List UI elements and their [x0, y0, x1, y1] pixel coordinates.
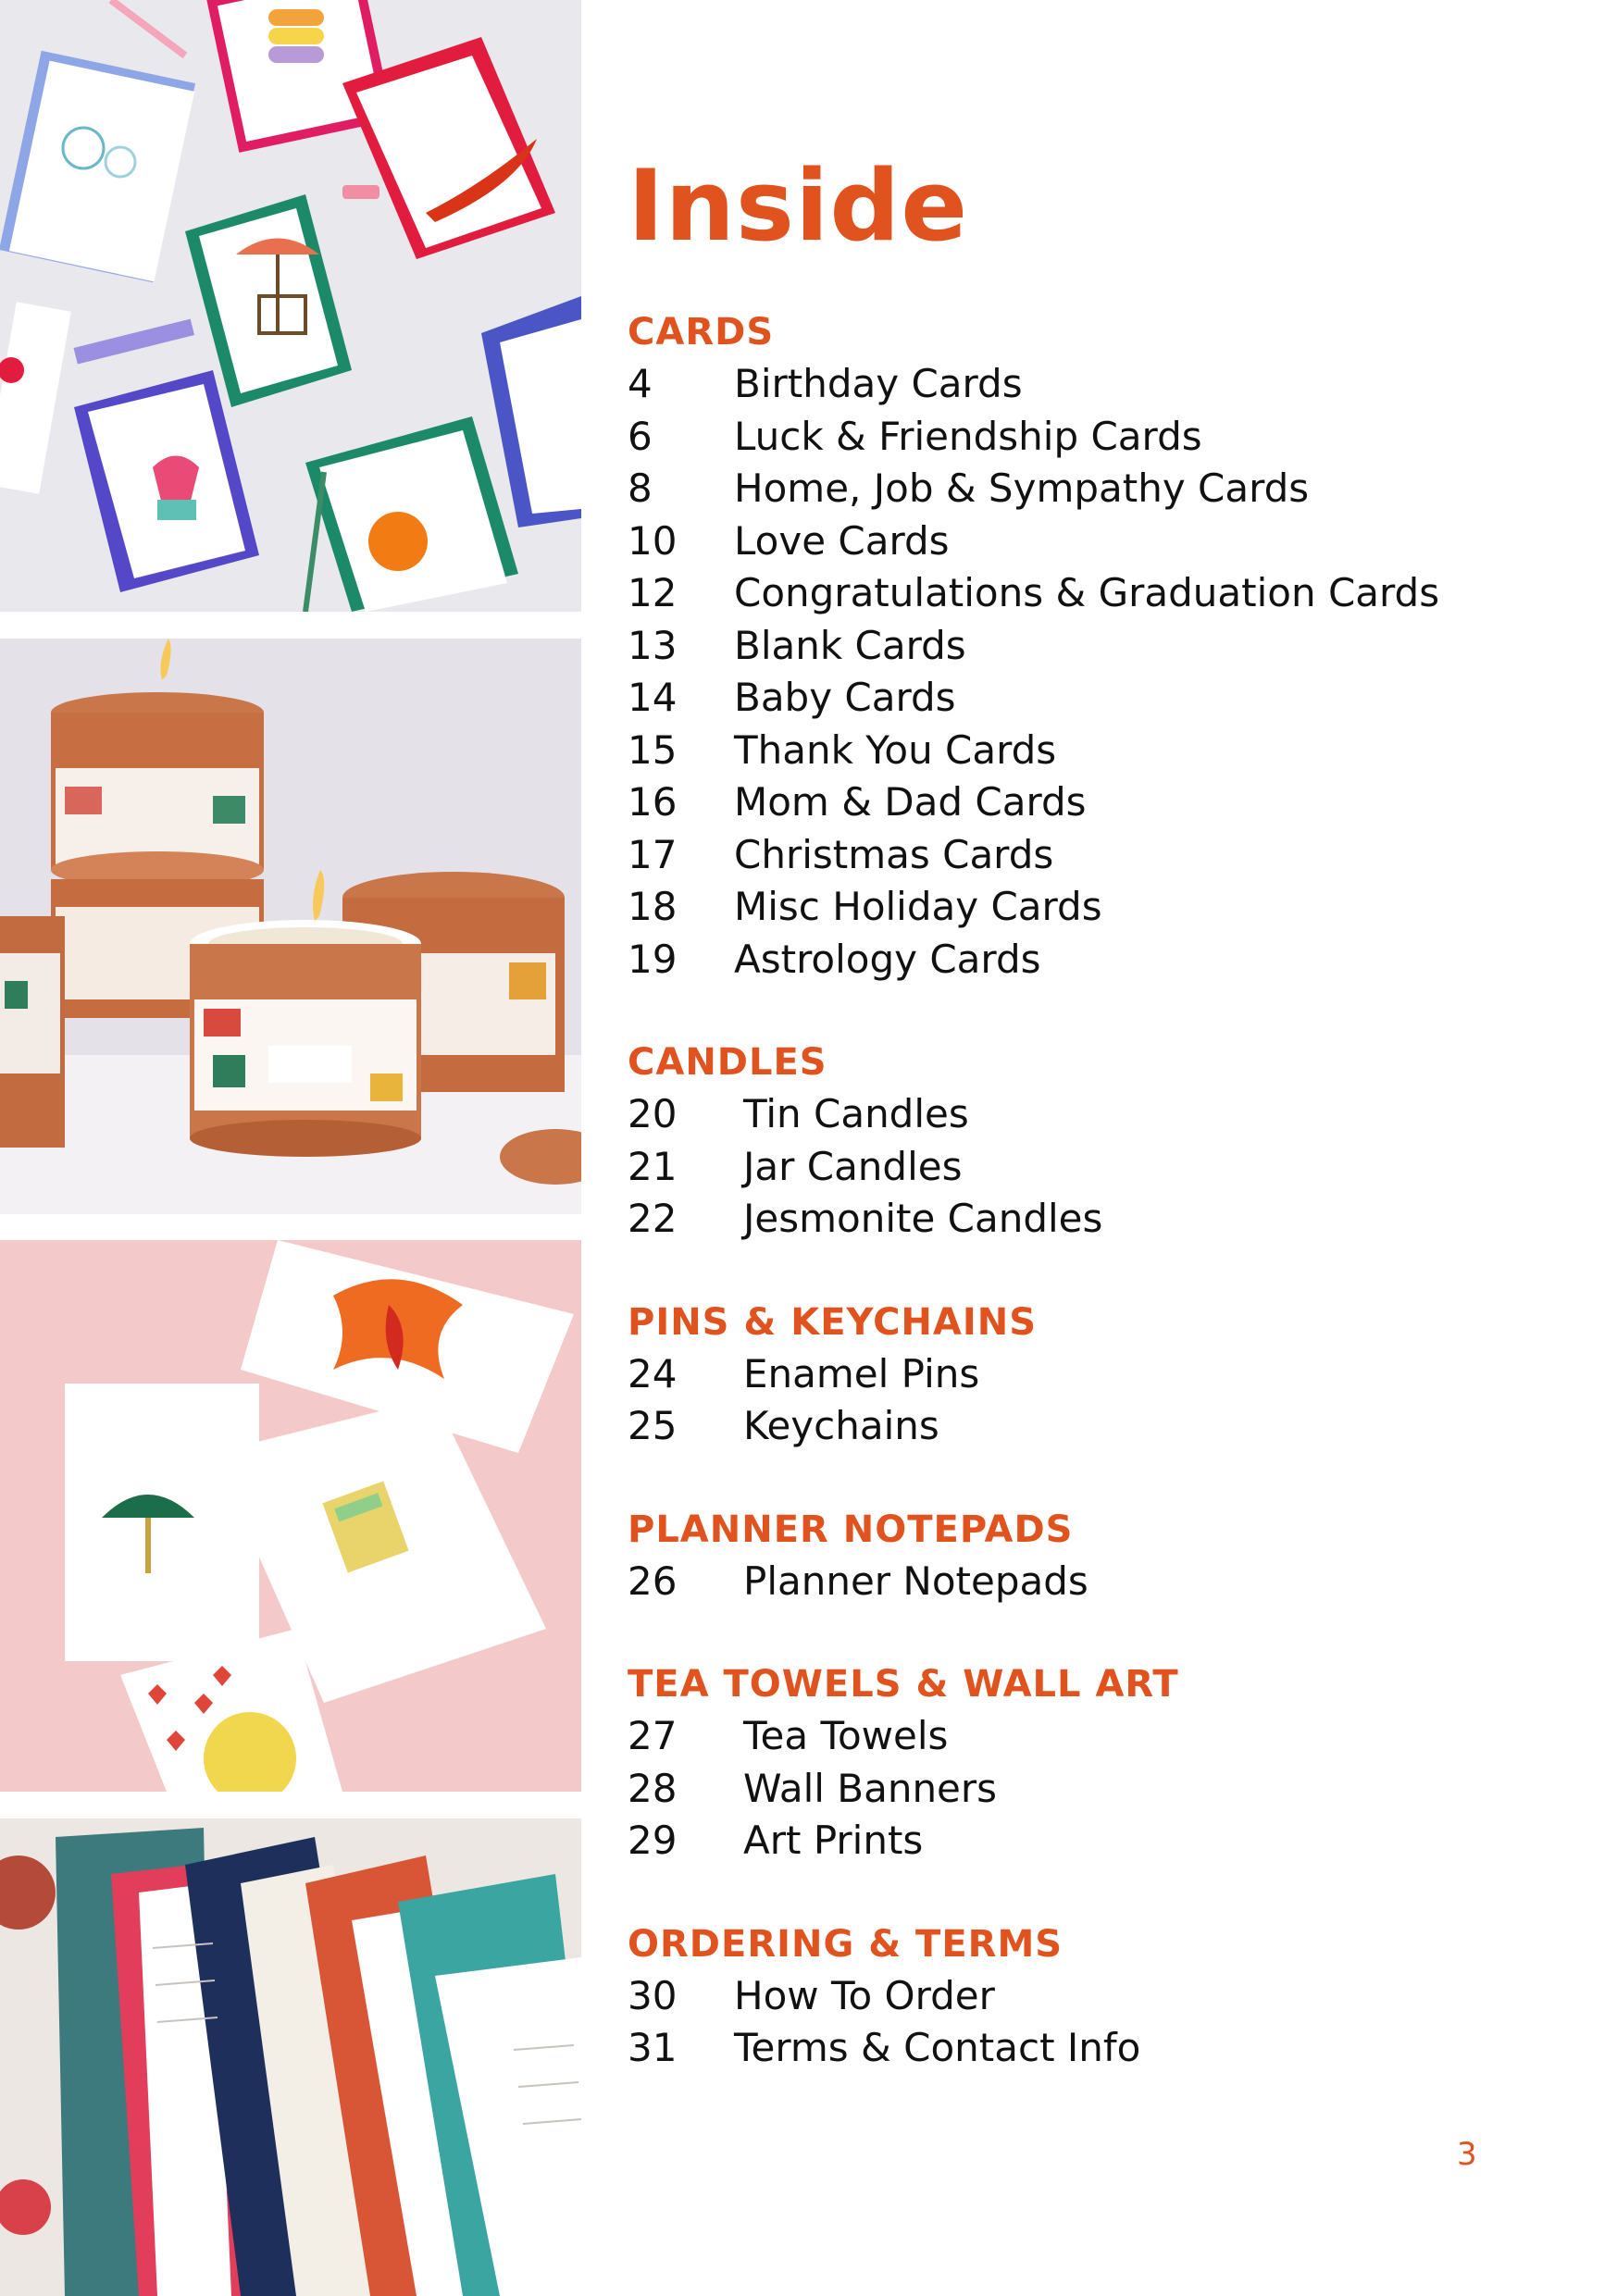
entry-label: Tea Towels: [743, 1713, 949, 1758]
toc-entry[interactable]: [628, 515, 1581, 568]
entry-page-number: 17: [628, 831, 678, 877]
toc-section: [628, 1297, 1581, 1453]
toc-section: [628, 1918, 1581, 2075]
entry-page-number: 28: [628, 1765, 678, 1811]
entry-label: Baby Cards: [734, 675, 956, 720]
greeting-cards-photo: [0, 0, 581, 612]
entry-label: Congratulations & Graduation Cards: [734, 570, 1440, 615]
entry-label: Mom & Dad Cards: [734, 779, 1087, 825]
toc-section: [628, 306, 1581, 986]
planner-notepads-photo: [0, 1818, 581, 2296]
entry-label: Christmas Cards: [734, 831, 1054, 877]
entry-page-number: 12: [628, 570, 678, 615]
entry-page-number: 20: [628, 1091, 678, 1136]
entry-label: Enamel Pins: [743, 1350, 980, 1396]
toc-entry[interactable]: [628, 1088, 1581, 1141]
toc-entry[interactable]: [628, 1141, 1581, 1194]
toc-entry[interactable]: [628, 358, 1581, 411]
entry-label: Tin Candles: [743, 1091, 969, 1136]
entry-label: Birthday Cards: [734, 361, 1023, 406]
entry-label: Luck & Friendship Cards: [734, 413, 1202, 459]
toc-entry[interactable]: [628, 1815, 1581, 1868]
entry-page-number: 19: [628, 936, 678, 982]
toc-entry[interactable]: [628, 829, 1581, 882]
toc-entry[interactable]: [628, 463, 1581, 515]
entry-label: Blank Cards: [734, 622, 966, 668]
entry-label: Terms & Contact Info: [734, 2025, 1141, 2070]
entry-label: Planner Notepads: [743, 1558, 1088, 1604]
toc-entry[interactable]: [628, 1400, 1581, 1453]
entry-page-number: 25: [628, 1403, 678, 1448]
section-heading: CANDLES: [628, 1041, 827, 1084]
entry-page-number: 10: [628, 517, 678, 564]
entry-page-number: 30: [628, 1972, 678, 2018]
toc-section: [628, 1658, 1581, 1868]
entry-label: Keychains: [743, 1403, 939, 1448]
entry-page-number: 22: [628, 1196, 678, 1241]
page-number: 3: [1457, 2136, 1477, 2173]
toc-entry[interactable]: [628, 1763, 1581, 1816]
toc-entry[interactable]: [628, 620, 1581, 673]
entry-page-number: 14: [628, 675, 678, 720]
section-heading: PINS & KEYCHAINS: [628, 1300, 1038, 1344]
entry-page-number: 26: [628, 1558, 678, 1604]
entry-page-number: 24: [628, 1350, 678, 1396]
entry-label: Thank You Cards: [734, 726, 1057, 773]
table-of-contents: [628, 149, 1581, 2126]
entry-page-number: 13: [628, 622, 678, 668]
toc-entry[interactable]: [628, 881, 1581, 934]
entry-page-number: 15: [628, 726, 678, 773]
toc-section: [628, 1504, 1581, 1608]
toc-sections: [628, 306, 1581, 2075]
entry-label: Misc Holiday Cards: [734, 884, 1102, 929]
entry-label: Jesmonite Candles: [743, 1196, 1103, 1241]
entry-label: Art Prints: [743, 1818, 924, 1863]
entry-page-number: 4: [628, 361, 653, 406]
page-title: Inside: [628, 149, 969, 263]
entry-page-number: 31: [628, 2025, 678, 2070]
entry-page-number: 21: [628, 1143, 678, 1189]
entry-page-number: 18: [628, 884, 678, 929]
entry-page-number: 6: [628, 413, 653, 459]
entry-page-number: 16: [628, 779, 678, 825]
toc-entry[interactable]: [628, 725, 1581, 777]
toc-entry[interactable]: [628, 411, 1581, 464]
toc-entry[interactable]: [628, 1556, 1581, 1608]
toc-entry[interactable]: [628, 1348, 1581, 1401]
section-heading: CARDS: [628, 311, 775, 354]
entry-page-number: 27: [628, 1713, 678, 1758]
entry-label: Astrology Cards: [734, 936, 1041, 982]
toc-entry[interactable]: [628, 567, 1581, 620]
entry-label: Home, Job & Sympathy Cards: [734, 465, 1310, 511]
toc-entry[interactable]: [628, 2022, 1581, 2075]
toc-entry[interactable]: [628, 1710, 1581, 1763]
enamel-pins-photo: [0, 1240, 581, 1792]
section-heading: TEA TOWELS & WALL ART: [628, 1663, 1179, 1706]
section-heading: PLANNER NOTEPADS: [628, 1508, 1074, 1551]
toc-section: [628, 1036, 1581, 1246]
entry-label: How To Order: [734, 1972, 995, 2018]
entry-label: Love Cards: [734, 517, 950, 564]
toc-entry[interactable]: [628, 934, 1581, 987]
entry-page-number: 8: [628, 465, 653, 511]
entry-page-number: 29: [628, 1818, 678, 1863]
candles-photo: [0, 639, 581, 1214]
toc-entry[interactable]: [628, 776, 1581, 829]
section-heading: ORDERING & TERMS: [628, 1922, 1063, 1966]
toc-entry[interactable]: [628, 1193, 1581, 1246]
toc-entry[interactable]: [628, 672, 1581, 725]
toc-entry[interactable]: [628, 1970, 1581, 2023]
entry-label: Jar Candles: [743, 1143, 963, 1189]
entry-label: Wall Banners: [743, 1765, 998, 1811]
